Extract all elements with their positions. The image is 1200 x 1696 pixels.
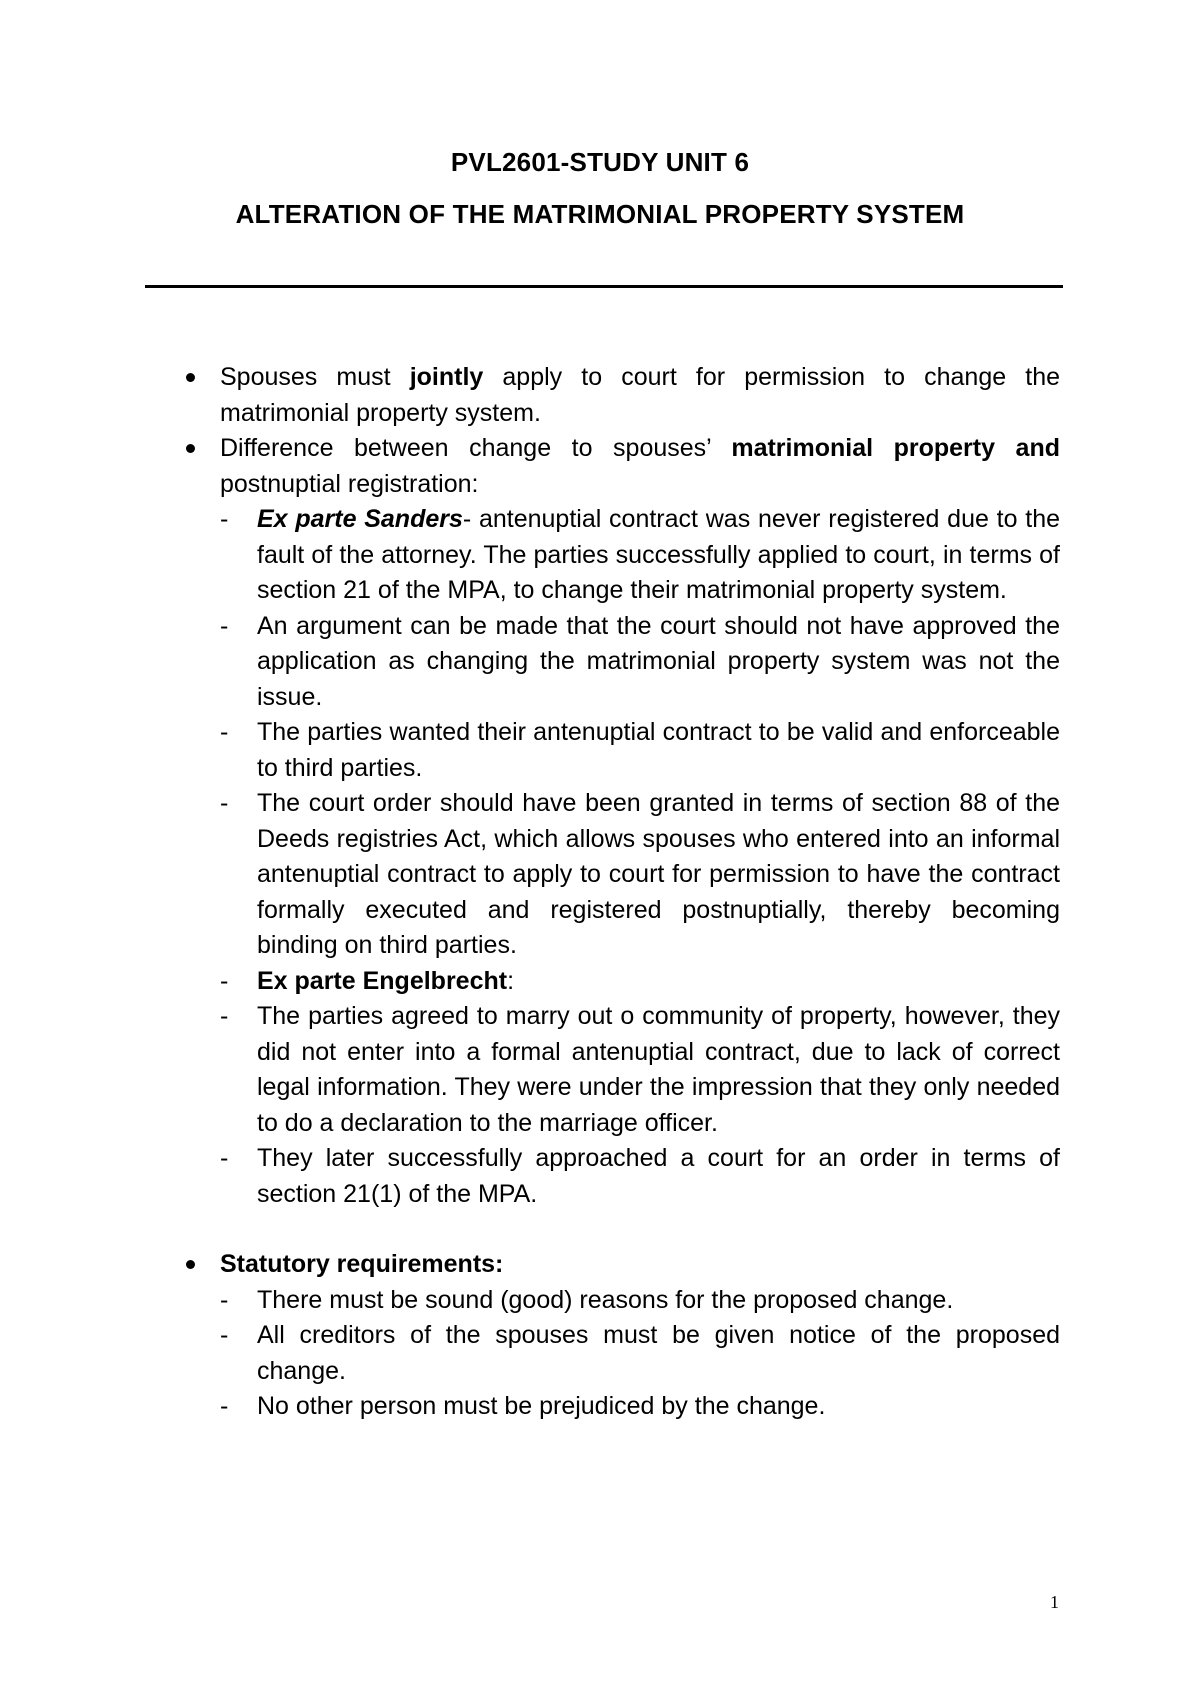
dash-item-creditors-notice <box>180 1318 1060 1389</box>
dash-marker: - <box>220 611 229 640</box>
dash-item-no-prejudice <box>180 1389 1060 1425</box>
page-number: 1 <box>1050 1592 1059 1612</box>
dash-marker: - <box>220 966 229 995</box>
bullet-item-jointly <box>180 360 1060 431</box>
dash-item-ex-parte-engelbrecht <box>180 964 1060 1000</box>
dash-marker: - <box>220 1144 229 1172</box>
dash-item-argument <box>180 609 1060 716</box>
dash-item-parties-agreed <box>180 999 1060 1141</box>
bullet-icon <box>186 444 195 453</box>
bullet-text: Difference between change to spouses’ <box>220 434 732 462</box>
dash-item-approached-court <box>180 1141 1060 1212</box>
dash-marker: - <box>220 789 229 817</box>
document-body <box>180 360 1060 1425</box>
dash-text: There must be sound (good) reasons for the proposed change. <box>257 1285 954 1314</box>
bullet-item-difference <box>180 431 1060 1212</box>
dash-text: An argument can be made that the court should not have approved the application as changing the matrimonial property system was not the issue. <box>257 611 1060 711</box>
dash-text: They later successfully approached a court for an order in terms of section 21(1) of the MPA. <box>257 1144 1060 1208</box>
bullet-icon <box>186 1260 195 1269</box>
dash-text: The parties wanted their antenuptial contract to be valid and enforceable to third parties. <box>257 718 1060 782</box>
dash-text: The parties agreed to marry out o community of property, however, they did not enter into a formal antenuptial contract, due to lack of correct legal information. They were under the impression that they only needed to do a declaration to the marriage officer. <box>257 1002 1060 1137</box>
dash-marker: - <box>220 718 229 746</box>
dash-marker: - <box>220 1321 229 1349</box>
dash-marker: - <box>220 1285 229 1314</box>
paragraph-gap <box>180 1212 1060 1247</box>
dash-text: The court order should have been granted in terms of section 88 of the Deeds registries Act, which allows spouses who entered into an informal antenuptial contract to apply to court for permission to have the contract formally executed and registered postnuptially, thereby becoming binding on third parties. <box>257 789 1060 959</box>
case-name: Ex parte Engelbrecht <box>257 966 508 995</box>
bullet-item-statutory-requirements <box>180 1247 1060 1425</box>
bullet-text: apply to court for permission to change the matrimonial property system. <box>220 363 1061 427</box>
document-subtitle: ALTERATION OF THE MATRIMONIAL PROPERTY SYSTEM <box>235 199 965 229</box>
horizontal-rule <box>145 285 1063 288</box>
bold-text: Statutory requirements: <box>220 1250 504 1278</box>
dash-item-court-order <box>180 786 1060 964</box>
dash-item-parties-wanted <box>180 715 1060 786</box>
case-name: Ex parte Sanders <box>257 505 463 533</box>
bold-text: matrimonial property and <box>731 434 1060 462</box>
dash-marker: - <box>220 505 229 533</box>
dash-text: - antenuptial contract was never registered due to the fault of the attorney. The parties successfully applied to court, in terms of section 21 of the MPA, to change their matrimonial property system. <box>257 505 1061 604</box>
dash-text: No other person must be prejudiced by the change. <box>257 1392 826 1420</box>
dash-item-ex-parte-sanders <box>180 502 1060 609</box>
dash-text: All creditors of the spouses must be given notice of the proposed change. <box>257 1321 1060 1385</box>
dash-marker: - <box>220 1002 229 1030</box>
dash-marker: - <box>220 1392 229 1420</box>
document-title: PVL2601-STUDY UNIT 6 <box>450 147 750 177</box>
bullet-icon <box>186 373 195 382</box>
bold-text: jointly <box>409 363 484 391</box>
dash-item-sound-reasons <box>180 1283 1060 1319</box>
dash-text: : <box>507 966 515 995</box>
bullet-text: Spouses must <box>220 363 410 391</box>
bullet-text: postnuptial registration: <box>220 469 479 498</box>
